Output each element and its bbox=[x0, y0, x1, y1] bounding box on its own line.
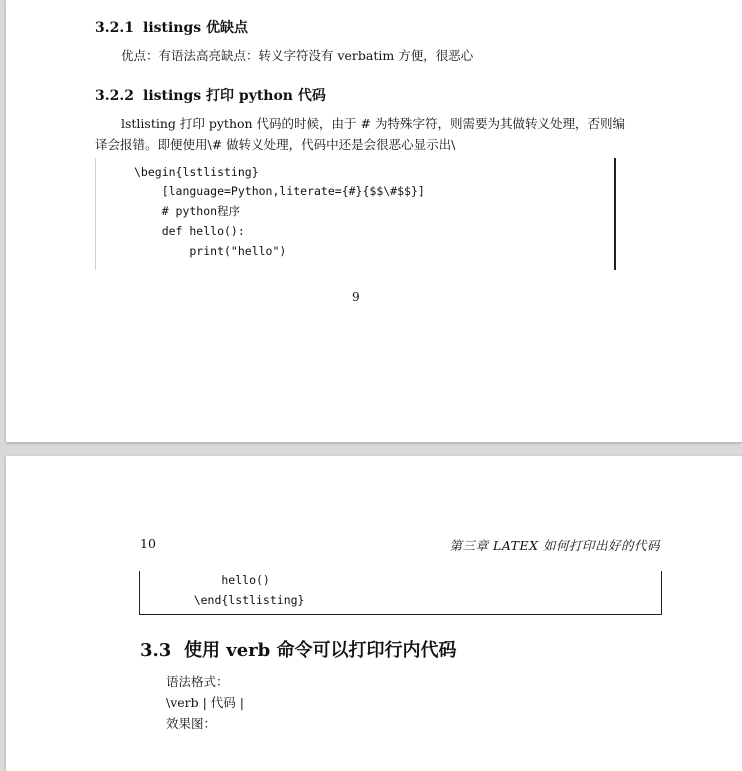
section-number: 3.2.1 bbox=[95, 20, 134, 36]
section-heading-3-3 bbox=[140, 636, 457, 662]
section-number: 3.3 bbox=[140, 640, 172, 661]
header-page-number: 10 bbox=[140, 536, 156, 551]
code-line: print("hello") bbox=[134, 244, 287, 258]
section-number: 3.2.2 bbox=[95, 88, 134, 104]
document-page-9 bbox=[6, 0, 742, 442]
page-number: 9 bbox=[352, 290, 360, 304]
code-line: # python程序 bbox=[134, 204, 241, 218]
section-title: 使用 verb 命令可以打印行内代码 bbox=[184, 640, 457, 661]
code-line: \end{lstlisting} bbox=[166, 593, 305, 607]
code-line: \begin{lstlisting} bbox=[134, 165, 259, 179]
code-line: def hello(): bbox=[134, 224, 245, 238]
syntax-value: \verb | 代码 | bbox=[166, 695, 244, 710]
code-frame-right-border bbox=[614, 158, 616, 270]
syntax-label: 语法格式： bbox=[166, 674, 229, 689]
paragraph-line: 译会报错。即便使用\# 做转义处理，代码中还是会很恶心显示出\ bbox=[95, 137, 456, 152]
section-title: listings 打印 python 代码 bbox=[143, 88, 326, 104]
paragraph-line: lstlisting 打印 python 代码的时候，由于 # 为特殊字符，则需要为其做转义处理，否则编 bbox=[121, 116, 625, 131]
section-title: listings 优缺点 bbox=[143, 20, 249, 36]
code-line: [language=Python,literate={#}{$$\#$$}] bbox=[134, 184, 425, 198]
section-heading-3-2-1 bbox=[95, 17, 248, 37]
document-page-10 bbox=[6, 456, 742, 771]
effect-label: 效果图： bbox=[166, 716, 217, 731]
pros-paragraph: 优点：有语法高亮缺点：转义字符没有 verbatim 方便，很恶心 bbox=[121, 48, 474, 63]
section-heading-3-2-2 bbox=[95, 85, 326, 105]
header-chapter-title: 第三章 LATEX 如何打印出好的代码 bbox=[449, 538, 660, 553]
code-line: hello() bbox=[166, 573, 270, 587]
code-frame-left-border bbox=[95, 158, 96, 270]
